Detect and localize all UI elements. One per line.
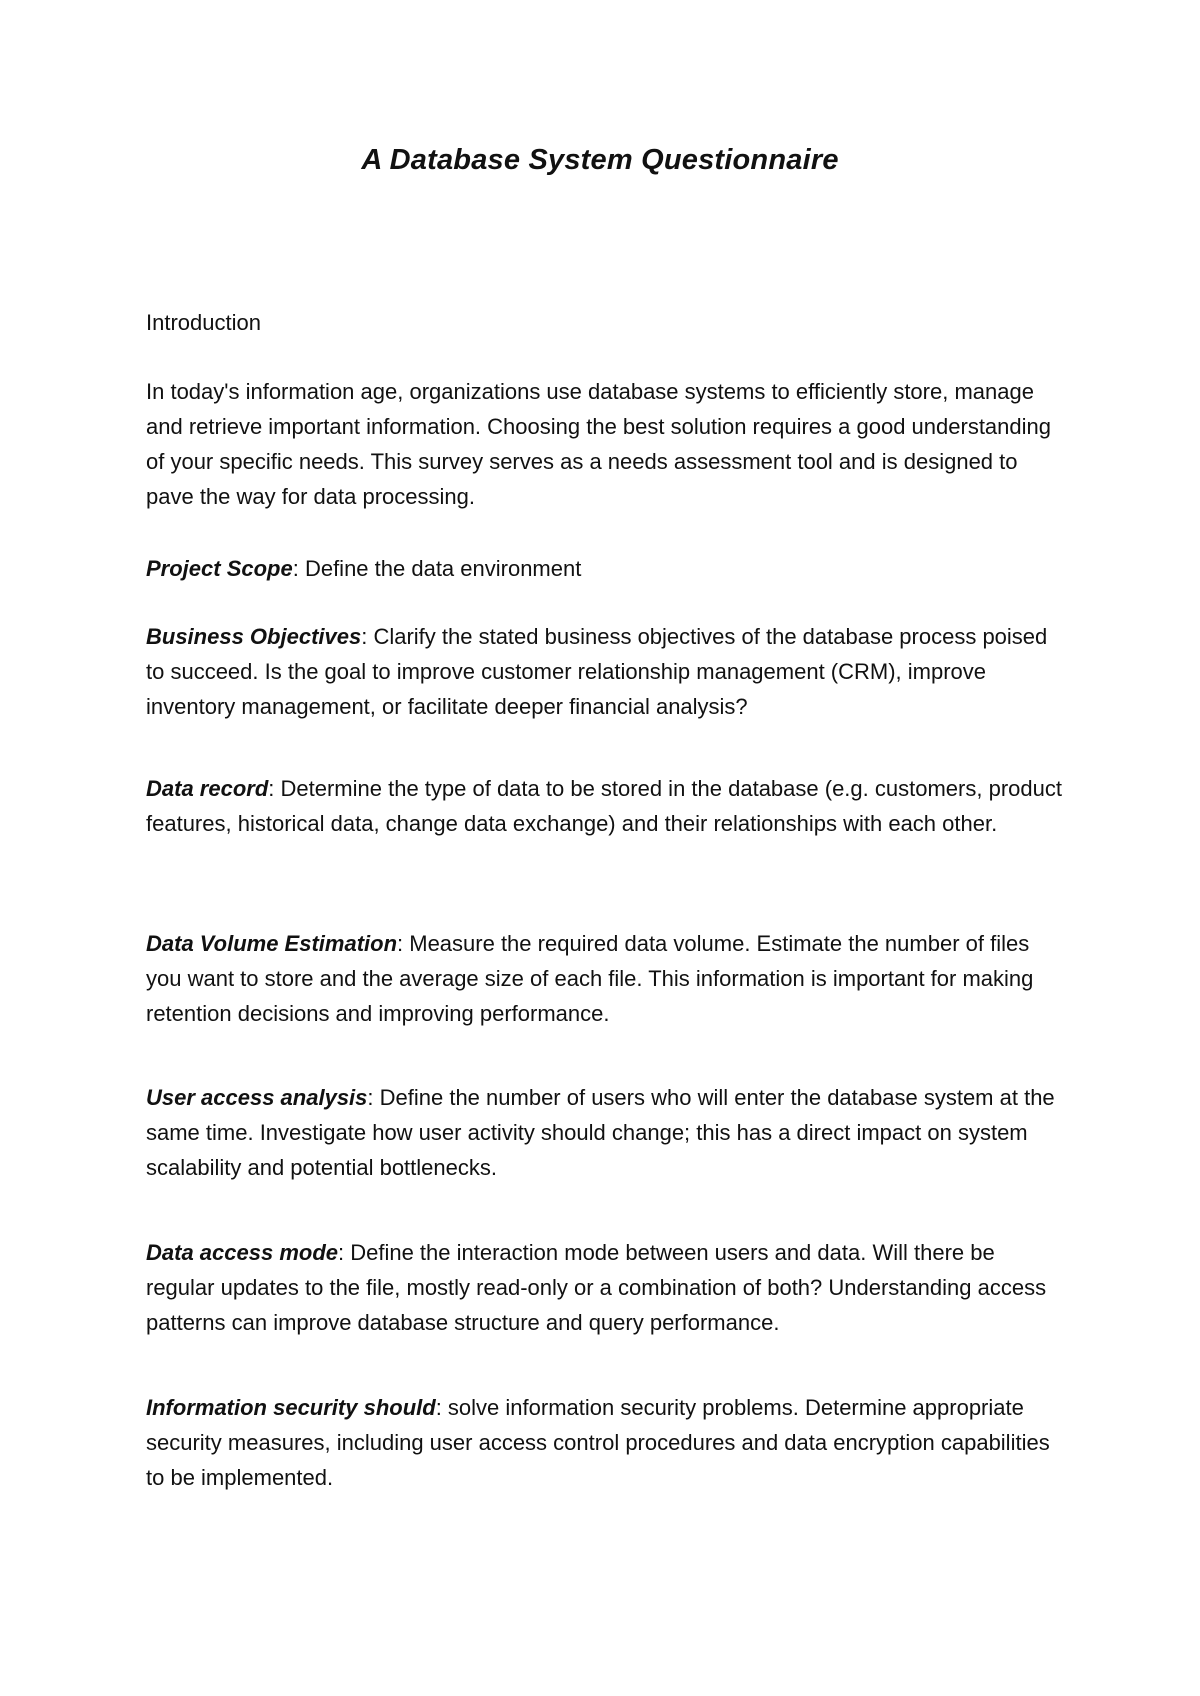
section-information-security bbox=[146, 1390, 1066, 1495]
section-data-record bbox=[146, 771, 1066, 841]
section-text: : Define the data environment bbox=[292, 556, 582, 581]
section-term: Data Volume Estimation bbox=[146, 931, 398, 956]
section-term: Project Scope bbox=[146, 556, 293, 581]
section-term: Business Objectives bbox=[146, 624, 362, 649]
section-text: : Define the number of users who will enter the database system at the same time. Investigate how user activity should change; this has a direct impact on system scalability and potential bottlenecks. bbox=[146, 1085, 1055, 1180]
section-data-access-mode bbox=[146, 1235, 1066, 1340]
section-project-scope bbox=[146, 551, 1066, 586]
section-term: Data access mode bbox=[146, 1240, 338, 1265]
section-term: Information security should bbox=[146, 1395, 436, 1420]
section-text: : Determine the type of data to be stored in the database (e.g. customers, product features, historical data, change data exchange) and their relationships with each other. bbox=[146, 776, 1062, 836]
section-term: Data record bbox=[146, 776, 269, 801]
section-text: : Clarify the stated business objectives of the database process poised to succeed. Is the goal to improve customer relationship management (CRM), improve inventory management, or facilitate deeper financial analysis? bbox=[146, 624, 1048, 719]
intro-heading: Introduction bbox=[146, 310, 261, 335]
section-business-objectives bbox=[146, 619, 1066, 724]
section-text: : Define the interaction mode between users and data. Will there be regular updates to the file, mostly read-only or a combination of both? Understanding access patterns can improve database structure and query performance. bbox=[146, 1240, 1047, 1335]
section-term: User access analysis bbox=[146, 1085, 368, 1110]
section-text: : Measure the required data volume. Estimate the number of files you want to store and the average size of each file. This information is important for making retention decisions and improving performance. bbox=[146, 931, 1034, 1026]
section-user-access-analysis bbox=[146, 1080, 1066, 1185]
intro-paragraph: In today's information age, organizations use database systems to efficiently store, manage and retrieve important information. Choosing the best solution requires a good understanding of your specific needs. This survey serves as a needs assessment tool and is designed to pave the way for data processing. bbox=[146, 379, 1051, 509]
section-data-volume-estimation bbox=[146, 926, 1066, 1031]
section-text: : solve information security problems. Determine appropriate security measures, including user access control procedures and data encryption capabilities to be implemented. bbox=[146, 1395, 1050, 1490]
document-title: A Database System Questionnaire bbox=[361, 144, 839, 176]
